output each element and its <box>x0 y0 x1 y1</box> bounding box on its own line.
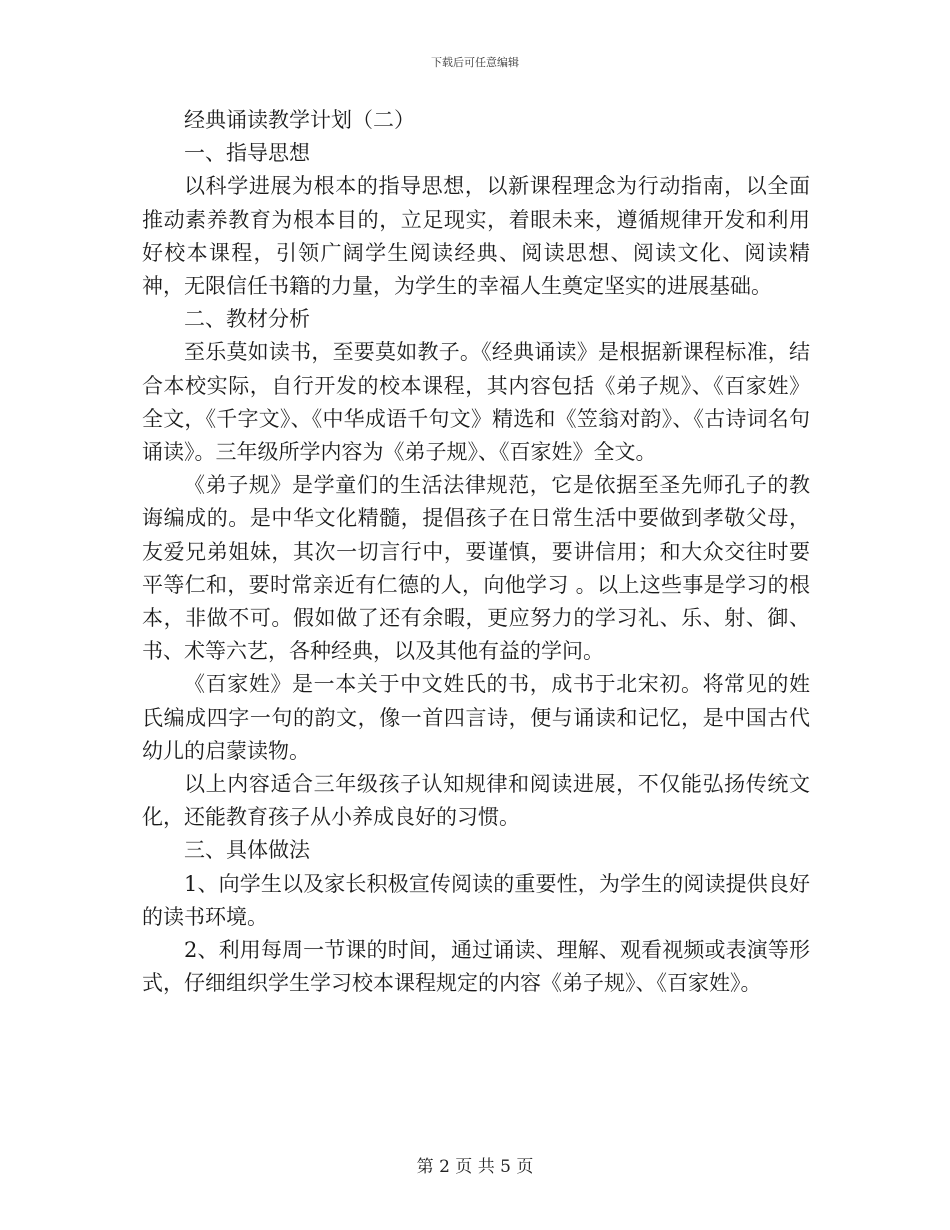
section-heading-material-analysis: 二、教材分析 <box>184 307 310 332</box>
section-heading-methods: 三、具体做法 <box>184 838 310 863</box>
page-header-note: 下载后可任意编辑 <box>431 56 519 69</box>
document-title: 经典诵读教学计划（二） <box>184 108 415 132</box>
paragraph-method-1: 1、向学生以及家长积极宣传阅读的重要性，为学生的阅读提供良好的读书环境。 <box>142 871 810 929</box>
paragraph-guiding-ideology: 以科学进展为根本的指导思想，以新课程理念为行动指南，以全面推动素养教育为根本目的，立足现实，着眼未来，遵循规律开发和利用好校本课程，引领广阔学生阅读经典、阅读思想、阅读文化、阅读精神，无限信任书籍的力量，为学生的幸福人生奠定坚实的进展基础。 <box>142 174 810 299</box>
paragraph-dizigui: 《弟子规》是学童们的生活法律规范，它是依据至圣先师孔子的教诲编成的。是中华文化精髓，提倡孩子在日常生活中要做到孝敬父母，友爱兄弟姐妹，其次一切言行中，要谨慎，要讲信用；和大众交往时要平等仁和，要时常亲近有仁德的人，向他学习 。以上这些事是学习的根本，非做不可。假如做了还有余暇，更应努力的学习礼、乐、射、御、书、术等六艺，各种经典，以及其他有益的学问。 <box>142 473 810 664</box>
paragraph-method-2: 2、利用每周一节课的时间，通过诵读、理解、观看视频或表演等形式，仔细组织学生学习校本课程规定的内容《弟子规》、《百家姓》。 <box>142 938 810 996</box>
paragraph-suitability: 以上内容适合三年级孩子认知规律和阅读进展，不仅能弘扬传统文化，还能教育孩子从小养成良好的习惯。 <box>142 772 810 830</box>
section-heading-guiding-ideology: 一、指导思想 <box>184 141 310 166</box>
paragraph-material-overview: 至乐莫如读书，至要莫如教子。《经典诵读》是根据新课程标准，结合本校实际，自行开发的校本课程，其内容包括《弟子规》、《百家姓》全文，《千字文》、《中华成语千句文》精选和《笠翁对韵》、《古诗词名句诵读》。三年级所学内容为《弟子规》、《百家姓》全文。 <box>142 340 810 465</box>
document-body <box>142 104 810 1000</box>
paragraph-baijiaxing: 《百家姓》是一本关于中文姓氏的书，成书于北宋初。将常见的姓氏编成四字一句的韵文，像一首四言诗，便与诵读和记忆，是中国古代幼儿的启蒙读物。 <box>142 672 810 763</box>
page-number: 第 2 页 共 5 页 <box>416 1157 534 1177</box>
